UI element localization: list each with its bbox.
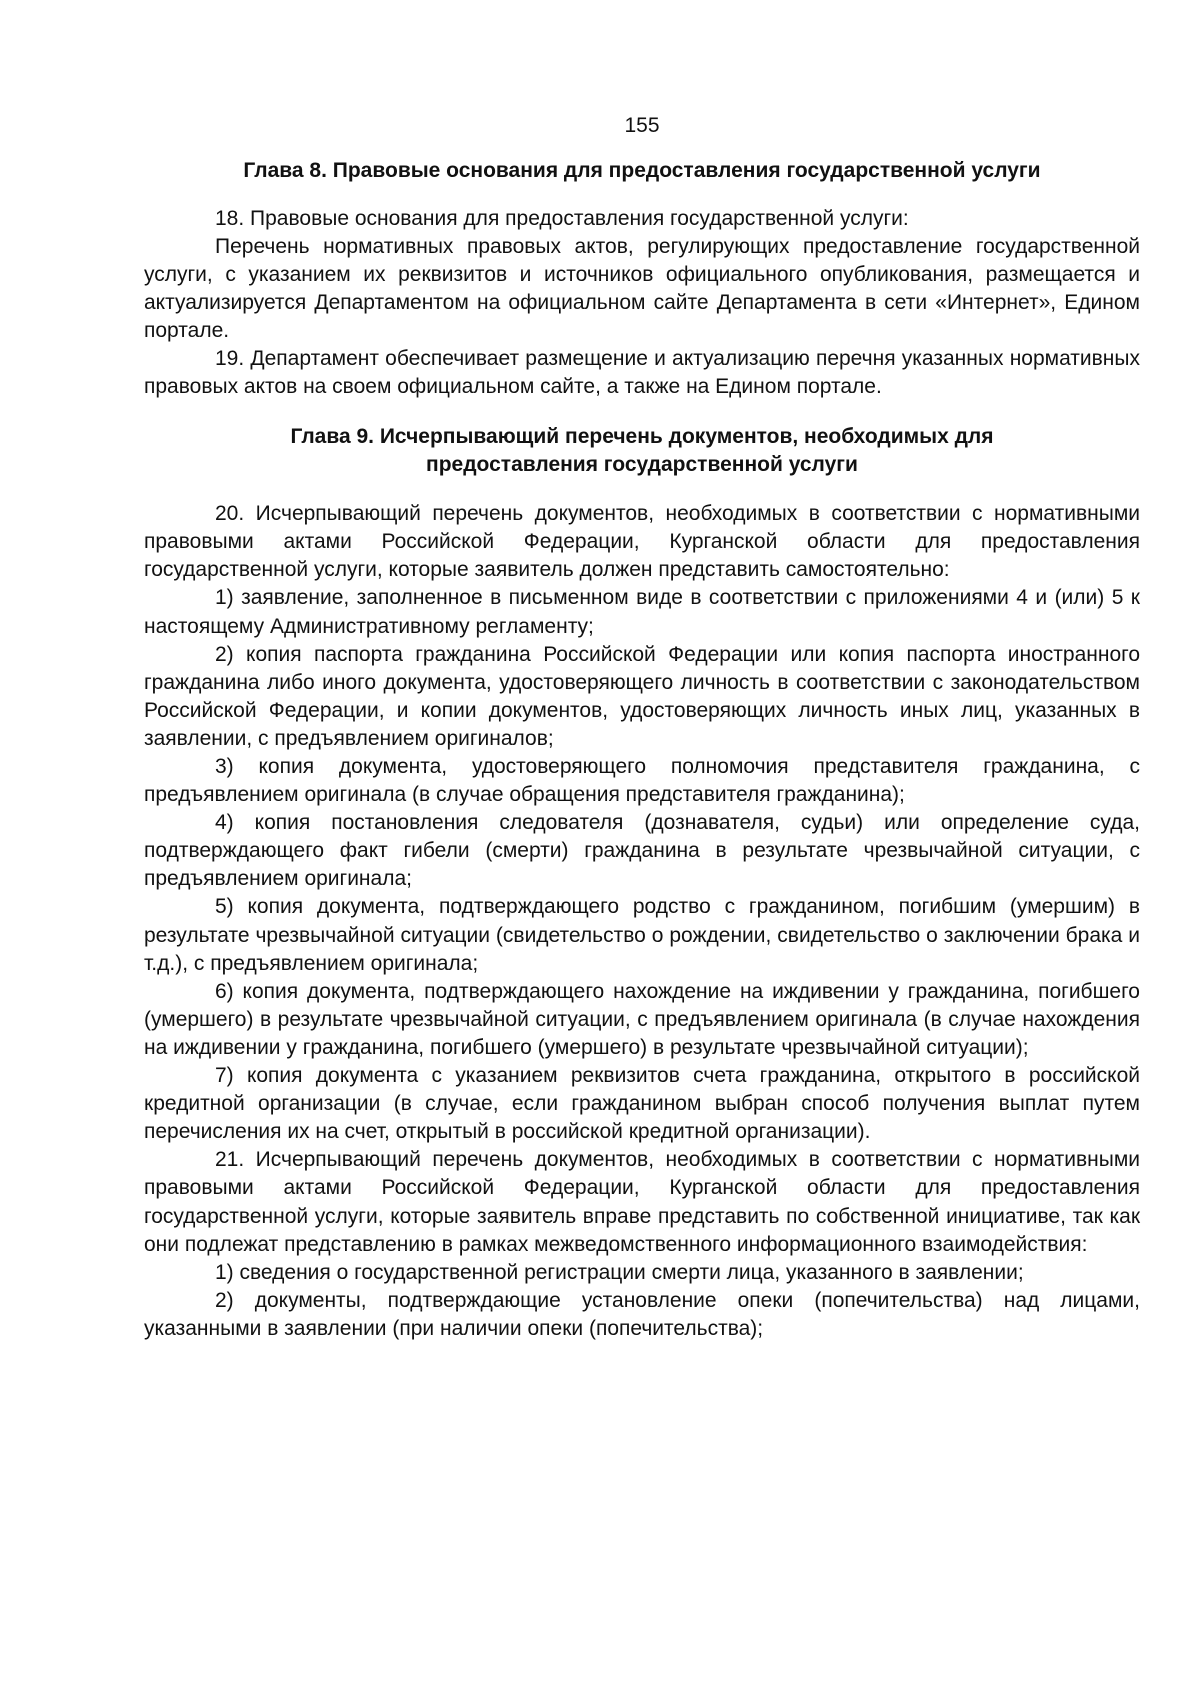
list-item-21-1: 1) сведения о государственной регистрации смерти лица, указанного в заявлении; xyxy=(215,1260,1024,1284)
list-item-20-6: 6) копия документа, подтверждающего нахождение на иждивении у гражданина, погибшего (умершего) в результате чрезвычайной ситуации, с предъявлением оригинала (в случае нахождения на иждивении у гражданина, погибшего (умершего) в результате чрезвычайной ситуации); xyxy=(144,979,1140,1059)
page-number: 155 xyxy=(624,114,660,137)
paragraph-21: 21. Исчерпывающий перечень документов, необходимых в соответствии с нормативными правовыми актами Российской Федерации, Курганской области для предоставления государственной услуги, которые заявитель вправе представить по собственной инициативе, так как они подлежат представлению в рамках межведомственного информационного взаимодействия: xyxy=(144,1148,1140,1256)
list-item-20-2: 2) копия паспорта гражданина Российской Федерации или копия паспорта иностранного гражданина либо иного документа, удостоверяющего личность в соответствии с законодательством Российской Федерации, и копии документов, удостоверяющих личность иных лиц, указанных в заявлении, с предъявлением оригиналов; xyxy=(144,642,1140,750)
list-item-20-7: 7) копия документа с указанием реквизитов счета гражданина, открытого в российской кредитной организации (в случае, если гражданином выбран способ получения выплат путем перечисления их на счет, открытый в российской кредитной организации). xyxy=(144,1064,1140,1144)
list-item-20-4: 4) копия постановления следователя (дознавателя, судьи) или определение суда, подтверждающего факт гибели (смерти) гражданина в результате чрезвычайной ситуации, с предъявлением оригинала; xyxy=(144,811,1140,891)
paragraph-19: 19. Департамент обеспечивает размещение и актуализацию перечня указанных нормативных правовых актов на своем официальном сайте, а также на Едином портале. xyxy=(144,346,1140,399)
paragraph-legal-acts-list: Перечень нормативных правовых актов, регулирующих предоставление государственной услуги, с указанием их реквизитов и источников официального опубликования, размещается и актуализируется Департаментом на официальном сайте Департамента в сети «Интернет», Едином портале. xyxy=(144,234,1140,342)
list-item-20-1: 1) заявление, заполненное в письменном виде в соответствии с приложениями 4 и (или) 5 к настоящему Административному регламенту; xyxy=(144,586,1140,638)
list-item-20-3: 3) копия документа, удостоверяющего полномочия представителя гражданина, с предъявлением оригинала (в случае обращения представителя гражданина); xyxy=(144,755,1140,807)
list-item-20-5: 5) копия документа, подтверждающего родство с гражданином, погибшим (умершим) в результате чрезвычайной ситуации (свидетельство о рождении, свидетельство о заключении брака и т.д.), с предъявлением оригинала; xyxy=(144,895,1140,975)
chapter-9-title xyxy=(144,423,1140,478)
paragraph-20: 20. Исчерпывающий перечень документов, необходимых в соответствии с нормативными правовыми актами Российской Федерации, Курганской области для предоставления государственной услуги, которые заявитель должен представить самостоятельно: xyxy=(144,502,1140,582)
chapter-9-title-line-2: предоставления государственной услуги xyxy=(426,452,858,476)
chapter-9-title-line-1: Глава 9. Исчерпывающий перечень документов, необходимых для xyxy=(290,425,994,449)
list-item-21-2: 2) документы, подтверждающие установление опеки (попечительства) над лицами, указанными в заявлении (при наличии опеки (попечительства); xyxy=(144,1288,1140,1340)
chapter-8-title: Глава 8. Правовые основания для предоставления государственной услуги xyxy=(243,159,1041,182)
paragraph-18: 18. Правовые основания для предоставления государственной услуги: xyxy=(215,206,909,230)
